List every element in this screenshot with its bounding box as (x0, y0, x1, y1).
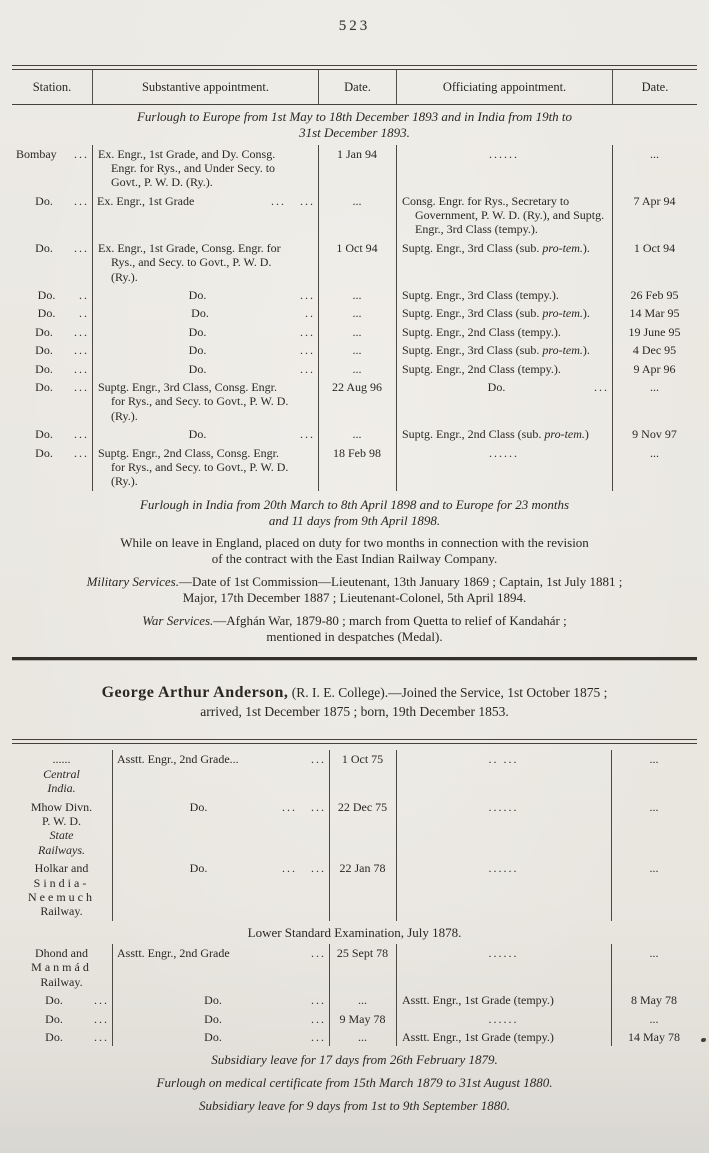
date-cell: 14 Mar 95 (629, 306, 680, 321)
leader-dots: ...... (488, 945, 519, 960)
officiating-cell (397, 192, 613, 239)
leader-dots: ...... (488, 1011, 519, 1026)
cell-line: Do. ... (35, 379, 89, 394)
leader-dots: ... ... (271, 193, 315, 208)
date-cell: 25 Sept 78 (330, 944, 397, 991)
date-cell: ... (650, 445, 659, 460)
date-cell: ... (319, 286, 397, 304)
substantive-cell (113, 1010, 330, 1028)
cell-line: Suptg. Engr., 2nd Class, Consg. Engr. for Rys., and Secy. to Govt., P. W. D. (Ry.). (98, 445, 289, 489)
leader-dots: ... (74, 379, 89, 394)
date-cell: 22 Jan 78 (330, 859, 397, 921)
cell-line: Railway. (40, 974, 83, 989)
officiating-cell (397, 798, 612, 860)
table-row (12, 323, 697, 341)
table-row (12, 239, 697, 286)
date-cell: 9 Nov 97 (632, 427, 677, 442)
date-cell: 22 Aug 96 (319, 378, 397, 425)
cell-line: Suptg. Engr., 3rd Class (sub. pro-tem.). (402, 306, 590, 321)
table-row (12, 859, 697, 921)
leader-dots: ... (94, 1011, 109, 1026)
cell-line: Holkar and (34, 861, 89, 876)
leader-dots: ...... (489, 146, 519, 161)
station-cell (12, 1028, 113, 1046)
substantive-cell (93, 341, 319, 359)
leader-dots: ... (74, 343, 89, 358)
cell-line: P. W. D. (41, 813, 82, 828)
cell-line: Do. ... (45, 1011, 109, 1026)
cell-line: Do. ... (188, 343, 315, 358)
station-cell (12, 444, 93, 491)
substantive-cell (93, 425, 319, 443)
date-cell: 1 Oct 75 (330, 750, 397, 797)
leader-dots: ... (300, 361, 315, 376)
date-cell: 9 Apr 96 (633, 361, 676, 376)
leader-dots: ...... (489, 445, 519, 460)
table2-rows (12, 744, 697, 1046)
table-row (12, 1010, 697, 1028)
table-row (12, 991, 697, 1009)
officiating-cell (397, 444, 613, 491)
table-row (12, 304, 697, 322)
leader-dots: ... (311, 993, 326, 1008)
leader-dots: ... (74, 324, 89, 339)
cell-line: Do. .. (191, 306, 315, 321)
cell-line: Do. ... (35, 361, 89, 376)
leader-dots: .. (79, 306, 89, 321)
cell-line: Do. ... (35, 343, 89, 358)
officiating-cell (397, 944, 612, 991)
cell-line: Asstt. Engr., 1st Grade (tempy.) (402, 1029, 554, 1044)
substantive-cell (113, 750, 330, 797)
station-cell (12, 239, 93, 286)
leader-dots: ... ... (282, 799, 326, 814)
station-cell (12, 1010, 113, 1028)
cell-line: Suptg. Engr., 2nd Class (tempy.). (402, 324, 561, 339)
date-cell: 8 May 78 (631, 993, 677, 1008)
date-cell: ... (649, 799, 659, 814)
cell-line: Do. ... (188, 324, 315, 339)
note-line: War Services.—Afghán War, 1879-80 ; march from Quetta to relief of Kandahár ; mentioned in despatches (Medal). (142, 612, 567, 644)
leader-dots: ... (74, 427, 89, 442)
cell-line: Central (43, 766, 80, 781)
header-date-2: Date. (641, 79, 669, 94)
substantive-cell (93, 286, 319, 304)
substantive-cell (93, 145, 319, 192)
substantive-cell (93, 239, 319, 286)
station-cell (12, 360, 93, 378)
section-divider-rule (12, 657, 697, 660)
leader-dots: ...... (488, 799, 519, 814)
cell-line: Do. ... ... (189, 799, 326, 814)
date-cell: ... (319, 341, 397, 359)
table-note: Furlough to Europe from 1st May to 18th December 1893 and in India from 19th to 31st December 1893. (136, 109, 573, 141)
cell-line: Bombay ... (16, 146, 89, 161)
substantive-cell (93, 360, 319, 378)
cell-line: Do. ... (204, 993, 326, 1008)
station-cell (12, 145, 93, 192)
cell-line: Do. .. (37, 288, 89, 303)
leader-dots: ... ... (282, 861, 326, 876)
note-line: Subsidiary leave for 9 days from 1st to 9th September 1880. (198, 1098, 511, 1113)
leader-dots: ... (74, 361, 89, 376)
officiating-cell (397, 304, 613, 322)
date-cell: 22 Dec 75 (330, 798, 397, 860)
officiating-cell (397, 286, 613, 304)
date-cell: ... (330, 1028, 397, 1046)
cell-line: Suptg. Engr., 3rd Class (sub. pro-tem.). (402, 343, 590, 358)
cell-line: Do. ... (188, 361, 315, 376)
leader-dots: ... (594, 379, 609, 394)
leader-dots: .. (305, 306, 315, 321)
cell-line: Do. ... (35, 427, 89, 442)
cell-line: Suptg. Engr., 3rd Class (sub. pro-tem.). (402, 240, 590, 255)
station-cell (12, 859, 113, 921)
table1-rows (12, 105, 697, 491)
cell-line: Do. ... (35, 445, 89, 460)
date-cell: ... (319, 323, 397, 341)
station-cell (12, 750, 113, 797)
date-cell: ... (319, 192, 397, 239)
leader-dots: ... (311, 752, 326, 767)
cell-line: Do. ... ... (189, 861, 326, 876)
cell-line: Do. ... (204, 1011, 326, 1026)
station-cell (12, 192, 93, 239)
leader-dots: ... (94, 1029, 109, 1044)
cell-line: Do. ... (35, 324, 89, 339)
substantive-cell (93, 304, 319, 322)
substantive-cell (113, 991, 330, 1009)
officiating-cell (397, 323, 613, 341)
header-officiating: Officiating appointment. (397, 70, 613, 104)
note-line: Furlough in India from 20th March to 8th April 1898 and to Europe for 23 months and 11 days from 9th April 1898. (139, 496, 570, 528)
note-line: Military Services.—Date of 1st Commission—Lieutenant, 13th January 1869 ; Captain, 1st July 1881 ; Major, 17th December 1887 ; Lieutenant-Colonel, 5th April 1894. (86, 574, 623, 605)
cell-line: Suptg. Engr., 3rd Class (tempy.). (402, 288, 559, 303)
cell-line: Ex. Engr., 1st Grade ... ... (97, 193, 315, 208)
officer-heading: George Arthur Anderson, (R. I. E. College).—Joined the Service, 1st October 1875 ; arrived, 1st December 1875 ; born, 19th December 1853. (101, 683, 608, 720)
station-cell (12, 304, 93, 322)
officiating-cell (397, 239, 613, 286)
date-cell: ... (649, 945, 659, 960)
station-cell (12, 944, 113, 991)
substantive-cell (93, 444, 319, 491)
cell-line: Manmád (31, 960, 92, 975)
leader-dots: ... (300, 343, 315, 358)
cell-line: Railway. (40, 904, 83, 919)
table-row (12, 341, 697, 359)
date-cell: ... (330, 991, 397, 1009)
cell-line: Asstt. Engr., 1st Grade (tempy.) (402, 993, 554, 1008)
station-cell (12, 425, 93, 443)
cell-line: Do. ... (487, 379, 609, 394)
officiating-cell (397, 1028, 612, 1046)
date-cell: ... (319, 304, 397, 322)
table-row (12, 360, 697, 378)
cell-line: Sindia- (33, 875, 90, 890)
cell-line: Do. ... (188, 288, 315, 303)
cell-line: Neemuch (28, 889, 95, 904)
notes-section-1 (38, 497, 671, 645)
header-date-1: Date. (319, 70, 397, 104)
leader-dots: ... (74, 240, 89, 255)
cell-line: Suptg. Engr., 3rd Class, Consg. Engr. for Rys., and Secy. to Govt., P. W. D. (Ry.). (98, 379, 289, 423)
date-cell: 1 Jan 94 (319, 145, 397, 192)
note-line: Subsidiary leave for 17 days from 26th February 1879. (211, 1052, 498, 1068)
leader-dots: .. ... (488, 752, 519, 767)
cell-line: Do. ... (45, 993, 109, 1008)
leader-dots: ... (300, 427, 315, 442)
table1-header-row (12, 70, 697, 105)
substantive-cell (93, 323, 319, 341)
cell-line: Mhow Divn. (30, 799, 93, 814)
service-table-1 (12, 65, 697, 491)
leader-dots: ... (300, 288, 315, 303)
table-row (12, 192, 697, 239)
cell-line: State (49, 828, 74, 843)
cell-line: ...... (52, 752, 71, 767)
cell-line: Dhond and (35, 945, 88, 960)
leader-dots: ... (74, 445, 89, 460)
date-cell: ... (650, 146, 659, 161)
officiating-cell (397, 341, 613, 359)
cell-line: Do. ... (188, 427, 315, 442)
date-cell: 1 Oct 94 (633, 240, 676, 255)
date-cell: 4 Dec 95 (632, 343, 677, 358)
header-station: Station. (12, 70, 93, 104)
date-cell: ... (649, 1011, 659, 1026)
date-cell: 7 Apr 94 (633, 193, 676, 208)
substantive-cell (93, 378, 319, 425)
notes-section-2 (38, 1052, 671, 1114)
station-cell (12, 286, 93, 304)
officiating-cell (397, 145, 613, 192)
officiating-cell (397, 859, 612, 921)
leader-dots: ...... (488, 861, 519, 876)
page-number: 523 (338, 18, 371, 34)
date-cell: 18 Feb 98 (319, 444, 397, 491)
date-cell: 1 Oct 94 (319, 239, 397, 286)
date-cell: 19 June 95 (628, 324, 681, 339)
cell-line: Do. ... (35, 240, 89, 255)
date-cell: ... (319, 360, 397, 378)
table-row (12, 1028, 697, 1046)
cell-line: Do. ... (45, 1029, 109, 1044)
date-cell: ... (649, 752, 659, 767)
date-cell: ... (319, 425, 397, 443)
station-cell (12, 323, 93, 341)
table-row (12, 444, 697, 491)
cell-line: Do. ... (35, 193, 89, 208)
cell-line: Do. ... (204, 1029, 326, 1044)
cell-line: Asstt. Engr., 2nd Grade ... (117, 945, 326, 960)
note-line: While on leave in England, placed on duty for two months in connection with the revision of the contract with the East Indian Railway Company. (120, 535, 589, 567)
cell-line: Do. .. (37, 306, 89, 321)
cell-line: Ex. Engr., 1st Grade, Consg. Engr. for Rys., and Secy. to Govt., P. W. D. (Ry.). (98, 240, 281, 284)
substantive-cell (113, 859, 330, 921)
cell-line: India. (47, 781, 76, 796)
substantive-cell (113, 798, 330, 860)
officiating-cell (397, 991, 612, 1009)
leader-dots: ... (74, 193, 89, 208)
cell-line: Ex. Engr., 1st Grade, and Dy. Consg. Engr. for Rys., and Under Secy. to Govt., P. W. D. (Ry.). (98, 146, 276, 190)
substantive-cell (113, 944, 330, 991)
table-row (12, 145, 697, 192)
cell-line: Railways. (38, 842, 85, 857)
leader-dots: ... (311, 1011, 326, 1026)
date-cell: ... (649, 861, 659, 876)
date-cell: 14 May 78 (628, 1029, 680, 1044)
officiating-cell (397, 425, 613, 443)
table-row (12, 425, 697, 443)
leader-dots: .. (79, 288, 89, 303)
note-line: Furlough on medical certificate from 15th March 1879 to 31st August 1880. (156, 1075, 553, 1091)
leader-dots: ... (311, 1029, 326, 1044)
header-substantive: Substantive appointment. (93, 70, 319, 104)
date-cell: 9 May 78 (330, 1010, 397, 1028)
station-cell (12, 798, 113, 860)
date-cell: 26 Feb 95 (630, 288, 679, 303)
substantive-cell (93, 192, 319, 239)
date-cell: ... (650, 379, 659, 394)
officiating-cell (397, 360, 613, 378)
table-row (12, 944, 697, 991)
cell-line: Consg. Engr. for Rys., Secretary to Government, P. W. D. (Ry.), and Suptg. Engr., 3rd Class (tempy.). (402, 193, 605, 237)
table-row (12, 798, 697, 860)
leader-dots: ... (94, 993, 109, 1008)
officiating-cell (397, 378, 613, 425)
officiating-cell (397, 750, 612, 797)
table-row (12, 750, 697, 797)
officiating-cell (397, 1010, 612, 1028)
cell-line: Asstt. Engr., 2nd Grade... ... (117, 752, 326, 767)
cell-line: Suptg. Engr., 2nd Class (sub. pro-tem.) (402, 427, 589, 442)
table-note: Lower Standard Examination, July 1878. (247, 924, 462, 940)
leader-dots: ... (300, 324, 315, 339)
table-row (12, 286, 697, 304)
station-cell (12, 341, 93, 359)
table-row (12, 378, 697, 425)
cell-line: Suptg. Engr., 2nd Class (tempy.). (402, 361, 561, 376)
station-cell (12, 378, 93, 425)
leader-dots: ... (311, 945, 326, 960)
service-table-2 (12, 739, 697, 1046)
substantive-cell (113, 1028, 330, 1046)
leader-dots: ... (74, 146, 89, 161)
station-cell (12, 991, 113, 1009)
